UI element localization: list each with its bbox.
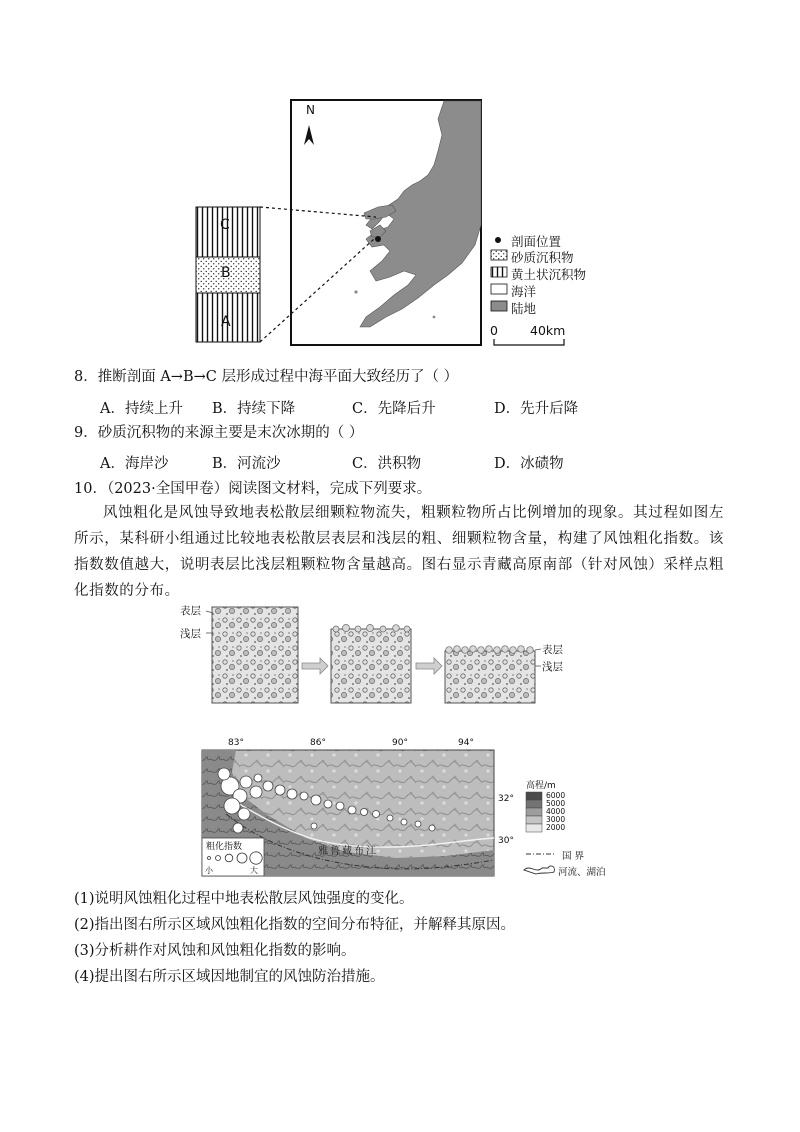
figure-section-map	[190, 95, 610, 350]
legend-ocean-swatch	[491, 284, 507, 294]
layer-label-c: C	[220, 217, 230, 233]
legend-loess: 黄土状沉积物	[511, 267, 587, 282]
q9-option-a: A．海岸沙	[100, 456, 169, 472]
legend-loess-swatch	[491, 267, 507, 277]
legend-land-swatch	[491, 301, 507, 311]
question-8-stem: 8．推断剖面 A→B→C 层形成过程中海平面大致经历了（ ）	[74, 369, 459, 385]
q10-sub-2: (2)指出图右所示区域风蚀粗化指数的空间分布特征，并解释其原因。	[74, 917, 516, 933]
elevation-legend	[526, 792, 542, 832]
lon-90: 90°	[392, 738, 408, 748]
elev-5000: 5000	[546, 799, 566, 808]
lon-94: 94°	[458, 738, 474, 748]
q9-option-c: C．洪积物	[352, 456, 422, 472]
elev-2000: 2000	[546, 823, 566, 832]
lat-32: 32°	[498, 794, 514, 804]
island-3	[354, 290, 357, 293]
lat-30: 30°	[498, 836, 514, 846]
process-arrow-2	[416, 658, 442, 674]
legend-ocean: 海洋	[511, 284, 537, 299]
q10-sub-4: (4)提出图右所示区域因地制宜的风蚀防治措施。	[74, 969, 385, 985]
elev-3000: 3000	[546, 815, 566, 824]
index-legend-title: 粗化指数	[206, 842, 243, 852]
legend-section-position: 剖面位置	[511, 234, 562, 249]
elev-4000: 4000	[546, 807, 566, 816]
soil-block-3	[445, 651, 535, 703]
legend-land: 陆地	[511, 301, 537, 316]
scale-zero: 0	[490, 323, 498, 338]
process-arrow-1	[302, 658, 328, 674]
legend-boundary: 国 界	[562, 851, 585, 862]
q8-option-d: D．先升后降	[494, 401, 579, 417]
q9-option-d: D．冰碛物	[494, 456, 564, 472]
question-10-paragraph: 风蚀粗化是风蚀导致地表松散层细颗粒物流失，粗颗粒物所占比例增加的现象。其过程如图左所示，某科研小组通过比较地表松散层表层和浅层的粗、细颗粒物含量，构建了风蚀粗化指数。该指数数值越大，说明表层比浅层粗颗粒物含量越高。图右显示青藏高原南部（针对风蚀）采样点粗化指数的分布。	[74, 505, 724, 599]
index-legend-large: 大	[250, 866, 258, 875]
elev-6000: 6000	[546, 791, 566, 800]
scale-distance: 40km	[530, 323, 566, 338]
section-map-svg	[190, 95, 610, 350]
label-shallow-right: 浅层	[542, 661, 563, 673]
q9-option-b: B．河流沙	[212, 456, 281, 472]
soil-block-2	[331, 629, 411, 703]
q8-option-a: A．持续上升	[100, 401, 183, 417]
legend-dot-icon	[495, 237, 501, 243]
scale-bar	[494, 339, 564, 345]
north-label: N	[306, 103, 315, 117]
section-position-dot	[375, 236, 381, 242]
elevation-title: 高程/m	[526, 781, 556, 791]
q10-sub-1: (1)说明风蚀粗化过程中地表松散层风蚀强度的变化。	[74, 891, 414, 907]
q8-option-b: B．持续下降	[212, 401, 296, 417]
soil-block-1	[212, 607, 298, 703]
index-legend-small: 小	[205, 866, 213, 875]
label-surface-left: 表层	[180, 605, 201, 617]
layer-label-b: B	[221, 265, 231, 281]
lon-86: 86°	[310, 738, 326, 748]
island-4	[433, 316, 436, 319]
label-shallow-left: 浅层	[180, 628, 201, 640]
legend-sandy-swatch	[491, 250, 507, 260]
figure-coarsening-index-map	[196, 738, 612, 880]
legend-sandy: 砂质沉积物	[511, 250, 574, 265]
legend-river: 河流、湖泊	[558, 867, 606, 878]
question-10-stem: 10．（2023·全国甲卷）阅读图文材料，完成下列要求。	[74, 481, 432, 497]
q8-option-c: C．先降后升	[352, 401, 436, 417]
layer-label-a: A	[221, 314, 231, 330]
figure-coarsening-process	[180, 603, 580, 705]
label-surface-right: 表层	[542, 644, 563, 656]
range-label: 雅鲁藏布江	[318, 846, 378, 857]
q10-sub-3: (3)分析耕作对风蚀和风蚀粗化指数的影响。	[74, 943, 356, 959]
question-9-stem: 9．砂质沉积物的来源主要是末次冰期的（ ）	[74, 425, 364, 441]
lon-83: 83°	[228, 738, 244, 748]
coarsening-process-svg	[180, 603, 580, 705]
legend-river-icon	[524, 866, 554, 874]
